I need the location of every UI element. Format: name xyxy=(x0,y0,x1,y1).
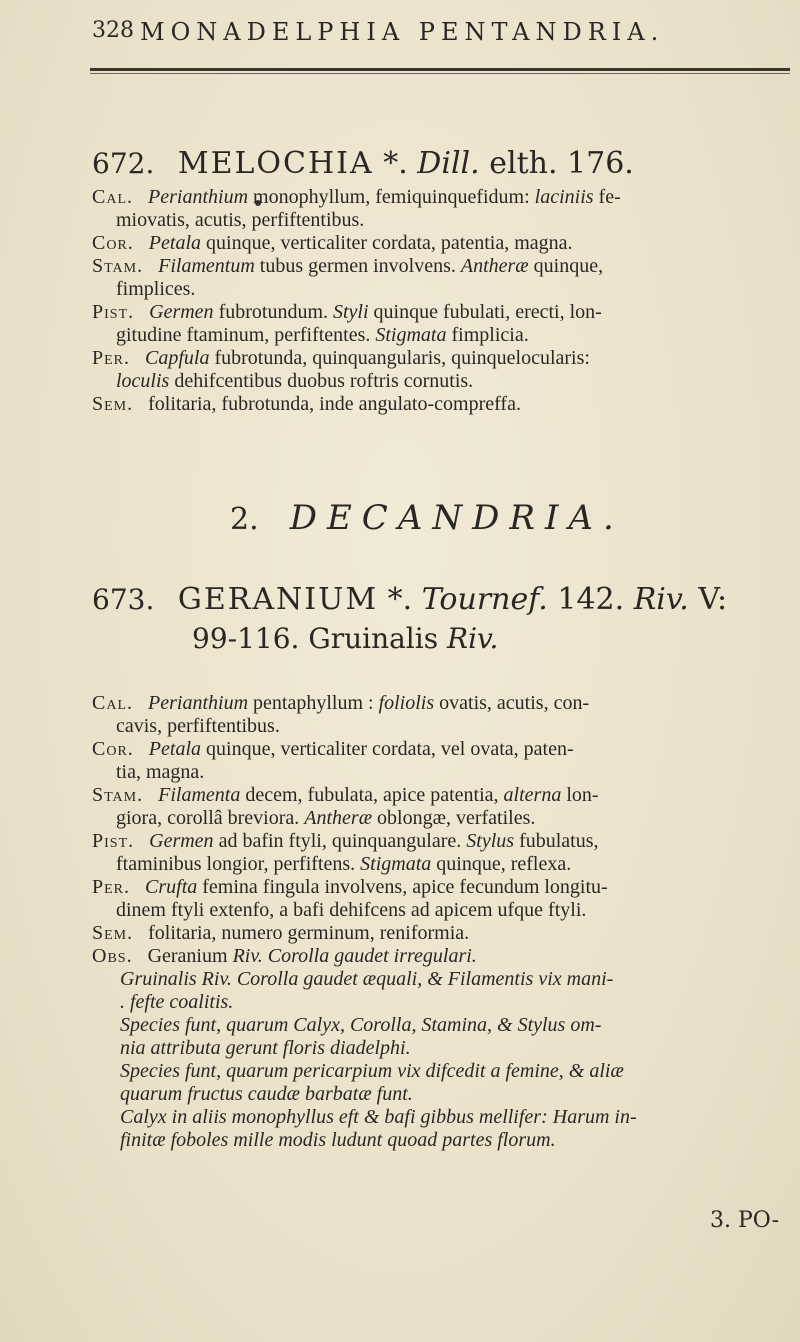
description-line: Sem. folitaria, numero germinum, reniformia. xyxy=(92,922,470,944)
description-line: fimplices. xyxy=(116,278,196,300)
running-title: MONADELPHIA PENTANDRIA. xyxy=(140,18,665,46)
description-line: Cal. Perianthium monophyllum, femiquinquefidum: laciniis fe- xyxy=(92,186,621,208)
description-line: dinem ftyli extenfo, a bafi dehifcens ad apicem ufque ftyli. xyxy=(116,899,587,921)
header-rule-thin xyxy=(90,73,790,74)
observation-line: nia attributa gerunt floris diadelphi. xyxy=(120,1037,411,1059)
observation-line: Gruinalis Riv. Corolla gaudet æquali, & Filamentis vix mani- xyxy=(120,968,614,990)
description-line: Stam. Filamenta decem, fubulata, apice patentia, alterna lon- xyxy=(92,784,599,806)
description-line: Obs. Geranium Riv. Corolla gaudet irregulari. xyxy=(92,945,477,967)
description-line: Sem. folitaria, fubrotunda, inde angulato-compreffa. xyxy=(92,393,521,415)
description-line: Cor. Petala quinque, verticaliter cordata, patentia, magna. xyxy=(92,232,573,254)
description-line: ftaminibus longior, perfiftens. Stigmata quinque, reflexa. xyxy=(116,853,572,875)
page-number: 328 xyxy=(92,18,134,43)
genus-heading-geranium: 673. GERANIUM *. Tournef. 142. Riv. V: xyxy=(92,582,728,617)
genus-heading-melochia: 672. MELOCHIA *. Dill. elth. 176. xyxy=(92,146,634,181)
description-line: Stam. Filamentum tubus germen involvens. Antheræ quinque, xyxy=(92,255,604,277)
header-rule xyxy=(90,68,790,71)
observation-line: . fefte coalitis. xyxy=(120,991,234,1013)
description-line: gitudine ftaminum, perfiftentes. Stigmata fimplicia. xyxy=(116,324,529,346)
description-line: Per. Capfula fubrotunda, quinquangularis, quinquelocularis: xyxy=(92,347,590,369)
description-line: cavis, perfiftentibus. xyxy=(116,715,280,737)
genus-name: MELOCHIA xyxy=(177,146,374,181)
description-line: loculis dehifcentibus duobus roftris cornutis. xyxy=(116,370,474,392)
description-line: Pist. Germen ad bafin ftyli, quinquangulare. Stylus fubulatus, xyxy=(92,830,599,852)
description-line: Per. Crufta femina fingula involvens, apice fecundum longitu- xyxy=(92,876,608,898)
observation-line: finitæ foboles mille modis ludunt quoad partes florum. xyxy=(120,1129,556,1151)
observation-line: Calyx in aliis monophyllus eft & bafi gibbus mellifer: Harum in- xyxy=(120,1106,637,1128)
description-line: Cal. Perianthium pentaphyllum : foliolis ovatis, acutis, con- xyxy=(92,692,590,714)
observation-line: Species funt, quarum Calyx, Corolla, Stamina, & Stylus om- xyxy=(120,1014,602,1036)
genus-name: GERANIUM xyxy=(177,582,379,617)
observation-line: Species funt, quarum pericarpium vix difcedit a femine, & aliæ xyxy=(120,1060,624,1082)
genus-heading-continuation: 99-116. Gruinalis Riv. xyxy=(192,622,499,655)
description-line: Cor. Petala quinque, verticaliter cordata, vel ovata, paten- xyxy=(92,738,574,760)
catchword: 3. PO- xyxy=(710,1208,780,1233)
description-line: giora, corollâ breviora. Antheræ oblongæ, verfatiles. xyxy=(116,807,536,829)
description-line: tia, magna. xyxy=(116,761,205,783)
description-line: miovatis, acutis, perfiftentibus. xyxy=(116,209,365,231)
class-heading: 2. DECANDRIA. xyxy=(230,498,624,538)
description-line: Pist. Germen fubrotundum. Styli quinque fubulati, erecti, lon- xyxy=(92,301,602,323)
class-title: DECANDRIA. xyxy=(289,498,624,538)
observation-line: quarum fructus caudæ barbatæ funt. xyxy=(120,1083,413,1105)
